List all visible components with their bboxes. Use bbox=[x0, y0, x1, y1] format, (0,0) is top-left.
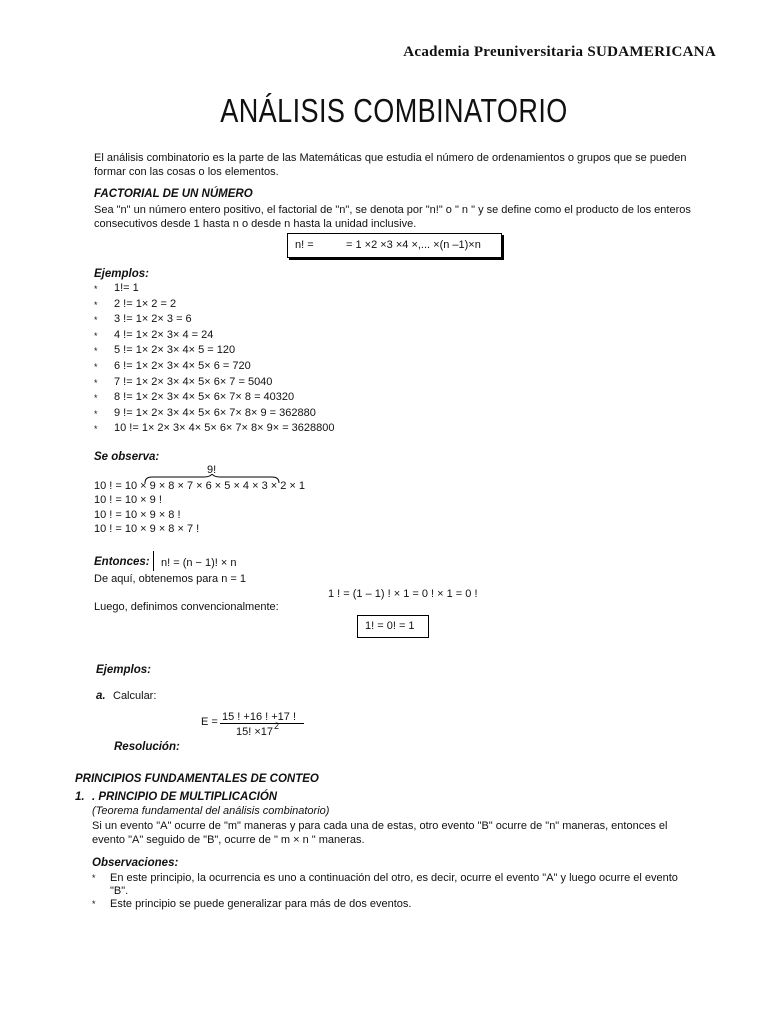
list-item: 8 != 1× 2× 3× 4× 5× 6× 7× 8 = 40320 bbox=[114, 391, 295, 403]
example-a-text: Calcular: bbox=[113, 690, 157, 702]
expr-lhs: E = bbox=[201, 716, 218, 728]
fraction-bar bbox=[220, 723, 304, 724]
convention-box bbox=[357, 615, 429, 638]
entonces-label: Entonces: bbox=[94, 556, 150, 568]
list-bullet: * bbox=[94, 284, 98, 294]
list-bullet: * bbox=[94, 378, 98, 388]
observation-1-line-2: "B". bbox=[110, 885, 129, 897]
examples-heading: Ejemplos: bbox=[94, 268, 149, 280]
list-bullet: * bbox=[94, 300, 98, 310]
entonces-line-1: De aquí, obtenemos para n = 1 bbox=[94, 573, 246, 585]
observe-line-3: 10 ! = 10 × 9 × 8 ! bbox=[94, 509, 181, 521]
principle-subtitle: (Teorema fundamental del análisis combinatorio) bbox=[92, 805, 330, 817]
entonces-bracket bbox=[153, 551, 155, 571]
list-item: 10 != 1× 2× 3× 4× 5× 6× 7× 8× 9× = 3628800 bbox=[114, 422, 335, 434]
entonces-line-2: 1 ! = (1 – 1) ! × 1 = 0 ! × 1 = 0 ! bbox=[328, 588, 478, 600]
list-item: 3 != 1× 2× 3 = 6 bbox=[114, 313, 192, 325]
resolution-label: Resolución: bbox=[114, 741, 180, 753]
examples2-heading: Ejemplos: bbox=[96, 664, 151, 676]
observe-line-2: 10 ! = 10 × 9 ! bbox=[94, 494, 162, 506]
entonces-line-3: Luego, definimos convencionalmente: bbox=[94, 601, 279, 613]
principle-text-line-2: evento "A" seguido de "B", ocurre de " m × n " maneras. bbox=[92, 834, 365, 846]
factorial-formula-rhs: = 1 ×2 ×3 ×4 ×,... ×(n –1)×n bbox=[346, 239, 481, 251]
factorial-heading: FACTORIAL DE UN NÚMERO bbox=[94, 188, 253, 200]
list-bullet: * bbox=[94, 393, 98, 403]
factorial-definition-line-1: Sea "n" un número entero positivo, el factorial de "n", se denota por "n!" o " n " y se define como el producto de los enteros bbox=[94, 204, 691, 216]
expr-exponent: 2 bbox=[274, 721, 280, 731]
intro-line-2: formar con las cosas o los elementos. bbox=[94, 166, 279, 178]
list-item: 4 != 1× 2× 3× 4 = 24 bbox=[114, 329, 214, 341]
observation-2-line-1: Este principio se puede generalizar para más de dos eventos. bbox=[110, 898, 412, 910]
observations-heading: Observaciones: bbox=[92, 857, 179, 869]
list-item: 6 != 1× 2× 3× 4× 5× 6 = 720 bbox=[114, 360, 251, 372]
intro-line-1: El análisis combinatorio es la parte de las Matemáticas que estudia el número de ordenamientos o grupos que se pueden bbox=[94, 152, 687, 164]
expr-numerator: 15 ! +16 ! +17 ! bbox=[222, 711, 297, 723]
principle-text-line-1: Si un evento "A" ocurre de "m" maneras y para cada una de estas, otro evento "B" ocurre de "n" maneras, entonces el bbox=[92, 820, 668, 832]
list-bullet: * bbox=[94, 424, 98, 434]
document-header: Academia Preuniversitaria SUDAMERICANA bbox=[403, 44, 716, 60]
entonces-formula: n! = (n − 1)! × n bbox=[161, 557, 237, 569]
factorial-formula-box bbox=[287, 233, 502, 258]
list-item: 2 != 1× 2 = 2 bbox=[114, 298, 177, 310]
observe-line-1: 10 ! = 10 × 9 × 8 × 7 × 6 × 5 × 4 × 3 × 2 × 1 bbox=[94, 480, 306, 492]
brace-label: 9! bbox=[207, 464, 217, 476]
factorial-definition-line-2: consecutivos desde 1 hasta n o desde n hasta la unidad inclusive. bbox=[94, 218, 417, 230]
principle-number: 1. bbox=[75, 791, 85, 803]
list-bullet: * bbox=[94, 409, 98, 419]
list-bullet: * bbox=[94, 346, 98, 356]
list-item: 1!= 1 bbox=[114, 282, 139, 294]
observe-line-4: 10 ! = 10 × 9 × 8 × 7 ! bbox=[94, 523, 200, 535]
list-bullet: * bbox=[94, 362, 98, 372]
list-item: 7 != 1× 2× 3× 4× 5× 6× 7 = 5040 bbox=[114, 376, 273, 388]
factorial-formula-lhs: n! = bbox=[295, 239, 314, 251]
principles-heading: PRINCIPIOS FUNDAMENTALES DE CONTEO bbox=[75, 773, 319, 785]
observation-1-line-1: En este principio, la ocurrencia es uno a continuación del otro, es decir, ocurre el evento "A" y luego ocurre el evento bbox=[110, 872, 678, 884]
observation-bullet: * bbox=[92, 873, 96, 883]
observation-bullet: * bbox=[92, 899, 96, 909]
observe-heading: Se observa: bbox=[94, 451, 160, 463]
list-bullet: * bbox=[94, 331, 98, 341]
expr-denominator: 15! ×17 bbox=[236, 726, 274, 738]
list-item: 5 != 1× 2× 3× 4× 5 = 120 bbox=[114, 344, 236, 356]
convention-formula: 1! = 0! = 1 bbox=[365, 620, 415, 632]
list-item: 9 != 1× 2× 3× 4× 5× 6× 7× 8× 9 = 362880 bbox=[114, 407, 316, 419]
list-bullet: * bbox=[94, 315, 98, 325]
example-a-label: a. bbox=[96, 690, 106, 702]
principle-subheading: . PRINCIPIO DE MULTIPLICACIÓN bbox=[92, 791, 278, 803]
page-title: ANÁLISIS COMBINATORIO bbox=[220, 92, 568, 129]
